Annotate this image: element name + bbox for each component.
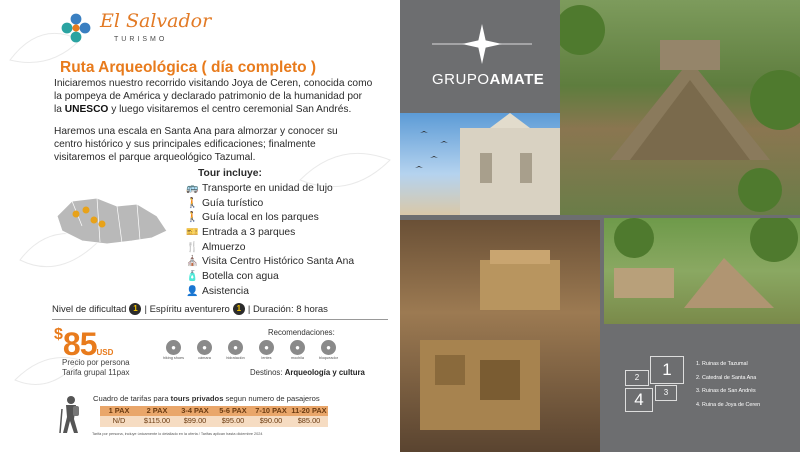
tour-includes-heading: Tour incluye:: [198, 168, 262, 179]
tour-item-label: Botella con agua: [202, 270, 279, 282]
difficulty-badge: 1: [129, 303, 141, 315]
monument-icon: ⛪: [186, 256, 199, 268]
rates-value-cell: $99.00: [176, 416, 214, 427]
el-salvador-map-icon: [52, 186, 172, 256]
food-icon: 🍴: [186, 241, 199, 253]
recommendation-label: hiking shoes: [162, 356, 185, 360]
tour-item: [186, 225, 354, 240]
tour-item-label: Guía local en los parques: [202, 212, 319, 224]
rates-header-cell: 2 PAX: [138, 406, 176, 416]
tour-item-label: Entrada a 3 parques: [202, 226, 296, 238]
tour-item-label: Guía turístico: [202, 197, 264, 209]
backpack-icon: ●: [290, 340, 305, 355]
recommendation-label: cámara: [198, 356, 211, 360]
grid-number-2: 2: [625, 370, 649, 386]
rates-table: [100, 406, 328, 427]
recommendation-item: [284, 340, 311, 360]
tour-item: [186, 196, 354, 211]
hiker-icon: [58, 395, 84, 435]
photo-legend: [696, 361, 760, 415]
recommendations-list: [160, 340, 342, 360]
tour-item: [186, 181, 354, 196]
recommendation-label: mochila: [290, 356, 305, 360]
tour-item: [186, 210, 354, 225]
tour-item: [186, 269, 354, 284]
rates-value-cell: $90.00: [252, 416, 290, 427]
rates-header-cell: 7-10 PAX: [252, 406, 290, 416]
tour-item-label: Almuerzo: [202, 241, 246, 253]
divider: [52, 319, 388, 320]
tour-includes-list: [186, 181, 354, 299]
tour-item: [186, 254, 354, 269]
tour-item-label: Visita Centro Histórico Santa Ana: [202, 256, 355, 268]
ticket-icon: 🎫: [186, 226, 199, 238]
rates-header-cell: 11-20 PAX: [291, 406, 327, 415]
legend-item: 4. Ruina de Joya de Ceren: [696, 401, 761, 408]
tour-item-label: Asistencia: [202, 285, 249, 297]
grid-number-1: 1: [650, 356, 684, 384]
el-salvador-logo-icon: [58, 10, 94, 46]
rates-header-cell: 3-4 PAX: [176, 406, 214, 416]
footnote: Tarifa por persona, incluye únicamente lo detallado en la oferta / Tarifas aplican hasta diciembre 2024: [92, 432, 263, 436]
photo-tazumal: [560, 0, 800, 215]
hydration-icon: ●: [228, 340, 243, 355]
sunscreen-icon: ●: [321, 340, 336, 355]
shoes-icon: ●: [166, 340, 181, 355]
logo-subtitle: TURISMO: [114, 36, 168, 43]
rates-value-cell: $95.00: [214, 416, 252, 427]
tour-item: [186, 240, 354, 255]
adventure-label: | Espíritu aventurero: [144, 303, 230, 315]
legend-item: 1. Ruinas de Tazumal: [696, 361, 748, 367]
assistance-icon: 👤: [186, 285, 199, 297]
photo-santa-ana-cathedral: [400, 113, 560, 215]
recommendation-item: [160, 340, 187, 360]
rates-value-cell: N/D: [100, 416, 138, 427]
water-bottle-icon: 🧴: [186, 270, 199, 282]
price-subtext: Precio por persona Tarifa grupal 11pax: [62, 358, 130, 377]
bus-icon: 🚌: [186, 182, 199, 194]
recommendations-label: Recomendaciones:: [268, 328, 335, 337]
recommendation-item: [315, 340, 342, 360]
recommendation-item: [191, 340, 218, 360]
destinations: Destinos: Arqueología y cultura: [250, 368, 365, 377]
recommendation-label: hidratación: [226, 356, 245, 360]
logo-name: El Salvador: [100, 10, 212, 32]
compass-star-icon: [432, 24, 532, 64]
tour-title: Ruta Arqueológica ( día completo ): [60, 59, 317, 76]
grid-number-3: 3: [655, 385, 677, 401]
camera-icon: ●: [197, 340, 212, 355]
duration-label: | Duración: 8 horas: [247, 303, 328, 315]
difficulty-label: Nivel de dificultad: [52, 303, 127, 315]
glasses-icon: ●: [259, 340, 274, 355]
itinerary-paragraph: Haremos una escala en Santa Ana para almorzar y conocer su centro histórico y sus principales edificaciones; finalmente visitaremos el parque arqueológico Tazumal.: [54, 126, 338, 164]
tour-item: [186, 284, 354, 299]
rates-header-cell: 5-6 PAX: [214, 406, 252, 416]
photo-san-andres: [604, 218, 800, 324]
recommendation-label: lentes: [261, 356, 272, 360]
photo-joya-de-ceren: [400, 220, 600, 452]
local-guide-icon: 🚶: [186, 212, 199, 224]
intro-paragraph: Iniciaremos nuestro recorrido visitando Joya de Ceren, conocida como la pompeya de América y declarado patrimonio de la humanidad por la UNESCO y luego visitaremos el centro ceremonial San Andrés.: [54, 78, 373, 116]
recommendation-label: bloqueador: [318, 356, 338, 360]
tour-stats: [52, 303, 328, 315]
tour-item-label: Transporte en unidad de lujo: [202, 182, 333, 194]
legend-item: 3. Ruinas de San Andrés: [696, 388, 756, 394]
legend-item: 2. Catedral de Santa Ana: [696, 374, 757, 381]
recommendation-item: [253, 340, 280, 360]
rates-value-cell: $115.00: [138, 416, 176, 427]
brand-name: GRUPOAMATE: [432, 71, 545, 88]
guide-icon: 🚶: [186, 197, 199, 209]
price: $85USD: [54, 326, 114, 362]
rates-value-cell: $85.00: [290, 416, 328, 427]
grid-number-4: 4: [625, 388, 653, 412]
recommendation-item: [222, 340, 249, 360]
adventure-badge: 1: [233, 303, 245, 315]
rates-header-cell: 1 PAX: [100, 406, 138, 416]
rates-title: Cuadro de tarifas para tours privados segun numero de pasajeros: [93, 394, 320, 403]
